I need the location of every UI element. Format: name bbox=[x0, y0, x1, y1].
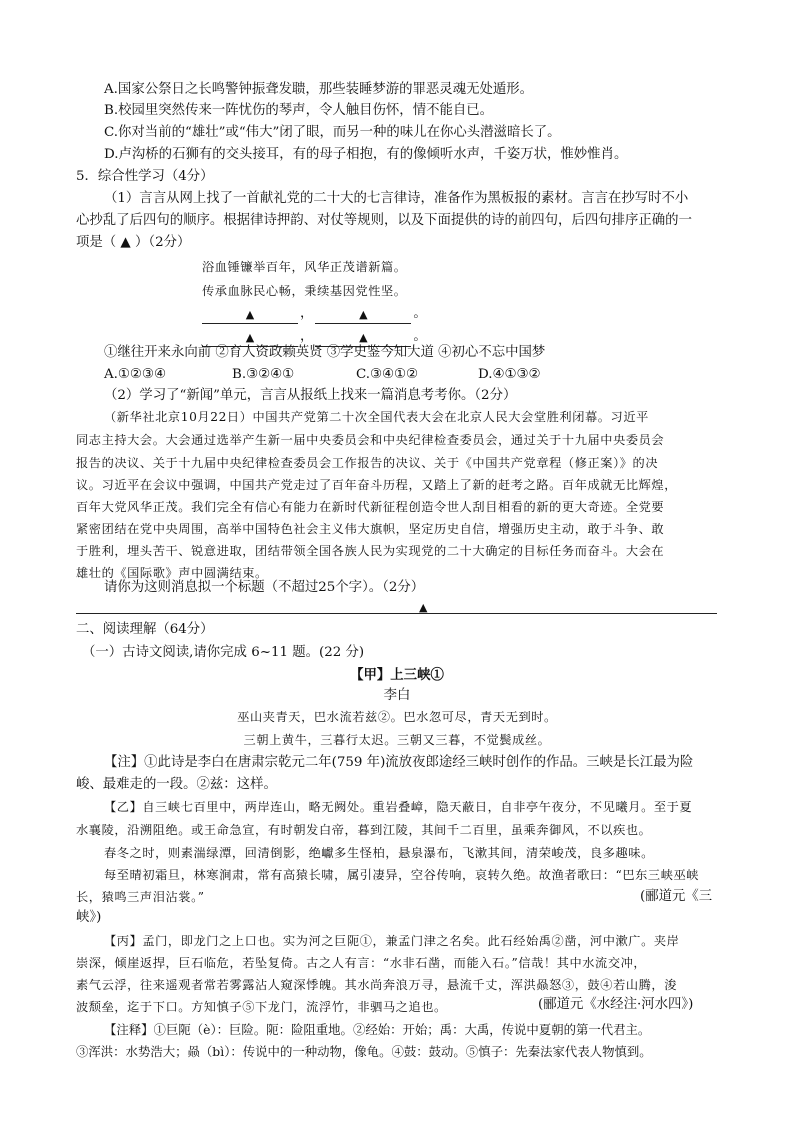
news-line-5: 百年大党风华正茂。我们完全有信心有能力在新时代新征程创造令世人刮目相看的新的更大奇迹。全党要 bbox=[76, 500, 665, 514]
poem-author: 李白 bbox=[383, 688, 411, 703]
news-line-6: 紧密团结在党中央周围，高举中国特色社会主义伟大旗帜，坚定历史自信，增强历史主动，敢于斗争、敢 bbox=[76, 522, 665, 536]
q5-part2: （2）学习了“新闻”单元，言言从报纸上找来一篇消息考考你。（2分） bbox=[104, 388, 517, 403]
q5-part1-line2: 心抄乱了后四句的顺序。根据律诗押韵、对仗等规则，以及下面提供的诗的前四句，后四句排序正确的一 bbox=[76, 213, 692, 228]
passage-yi-source-2: 峡》) bbox=[76, 910, 102, 925]
passage-yi-line-4: 每至晴初霜旦，林寒涧肃，常有高猿长啸，属引凄异，空谷传响，哀转久绝。故渔者歌曰：“巴东三峡巫峡 bbox=[104, 868, 700, 882]
period: 。 bbox=[413, 306, 427, 321]
poem-title: 【甲】上三峡① bbox=[350, 667, 444, 683]
q4-option-c: C.你对当前的“雄壮”或“伟大”闭了眼，而另一种的味儿在你心头潜滋暗长了。 bbox=[104, 125, 561, 140]
comma: ， bbox=[300, 329, 314, 344]
q4-option-d: D.卢沟桥的石狮有的交头接耳，有的母子相抱，有的像倾听水声，千姿万状，惟妙惟肖。 bbox=[104, 147, 628, 162]
q5-part1-line3: 项是（ ▲ ）（2分） bbox=[76, 235, 191, 250]
passage-bing-line-2: 崇深，倾崖返捍，巨石临危，若坠复倚。古之人有言：“水非石凿，而能入石。”信哉！其中水流交冲， bbox=[76, 956, 647, 970]
q5-ask: 请你为这则消息拟一个标题（不超过25个字）。（2分） bbox=[104, 580, 425, 595]
answer-mark: ▲ bbox=[245, 308, 255, 321]
poem-blank[interactable] bbox=[315, 306, 411, 324]
poem-line-2: 传承血脉民心畅，秉续基因党性坚。 bbox=[202, 284, 407, 298]
comma: ， bbox=[300, 306, 314, 321]
news-line-2: 同志主持大会。大会通过选举产生新一届中央委员会和中央纪律检查委员会，通过关于十九届中央委员会 bbox=[76, 433, 665, 447]
answer-mark: ▲ bbox=[245, 331, 255, 344]
poem-body-line-1: 巫山夹青天，巴水流若兹②。巴水忽可尽，青天无到时。 bbox=[237, 710, 557, 724]
poem-line-1: 浴血锤镰举百年，风华正茂谱新篇。 bbox=[202, 260, 407, 274]
answer-mark: ▲ bbox=[359, 308, 368, 321]
passage-bing-line-4: 波颓垒，迄于下口。方知慎子⑤下龙门，流浮竹，非驷马之追也。 bbox=[76, 1000, 447, 1014]
passage-bing-line-1: 【丙】孟门，即龙门之上口也。实为河之巨阨①，兼孟门津之名矣。此石经始禹②凿，河中漱广。夹岸 bbox=[104, 934, 680, 948]
answer-mark: ▲ bbox=[359, 331, 368, 344]
choice-b[interactable]: B.③②④① bbox=[232, 367, 295, 382]
note-line-1: 【注】①此诗是李白在唐肃宗乾元二年(759 年)流放夜郎途经三峡时创作的作品。三峡是长江最为险 bbox=[104, 755, 694, 770]
choice-a[interactable]: A.①②③④ bbox=[104, 367, 166, 382]
passage-bing-line-3: 素气云浮，往来遥观者常若雾露沾人窥深悸魄。其水尚奔浪万寻，悬流千丈，浑洪赑怒③，鼓④若山腾，浚 bbox=[76, 978, 678, 992]
section-2-title: 二、阅读理解（64分） bbox=[76, 622, 214, 637]
passage-bing-source: (郦道元《水经注·河水四》) bbox=[538, 997, 694, 1012]
poem-candidate-lines: ①继往开来永向前 ②育人资政赖英贤 ③学史鉴今知大道 ④初心不忘中国梦 bbox=[104, 345, 546, 360]
news-line-3: 报告的决议、关于十九届中央纪律检查委员会工作报告的决议、关于《中国共产党章程（修正案）》的决 bbox=[76, 456, 659, 470]
annotation-line-2: ③浑洪：水势浩大；赑（bì）：传说中的一种动物，像龟。④鼓：鼓动。⑤慎子：先秦法家代表人物慎到。 bbox=[76, 1044, 652, 1059]
passage-yi-line-3: 春冬之时，则素湍绿潭，回清倒影，绝巘多生怪柏，悬泉瀑布，飞漱其间，清荣峻茂，良多趣味。 bbox=[104, 846, 654, 860]
period: 。 bbox=[413, 329, 427, 344]
news-line-7: 于胜利，埋头苦干、锐意进取，团结带领全国各族人民为实现党的二十大确定的目标任务而奋斗。大会在 bbox=[76, 544, 665, 558]
q5-part1-line1: （1）言言从网上找了一首献礼党的二十大的七言律诗，准备作为黑板报的素材。言言在抄写时不小 bbox=[104, 191, 689, 206]
note-line-2: 峻、最难走的一段。②兹：这样。 bbox=[76, 777, 277, 792]
q4-option-a: A.国家公祭日之长鸣警钟振聋发聩，那些装睡梦游的罪恶灵魂无处遁形。 bbox=[104, 82, 534, 97]
news-line-1: （新华社北京10月22日）中国共产党第二十次全国代表大会在北京人民大会堂胜利闭幕。习近平 bbox=[104, 410, 649, 424]
passage-yi-source-1: (郦道元《三 bbox=[640, 889, 713, 904]
section-2-sub1: （一）古诗文阅读,请你完成 6~11 题。(22 分) bbox=[82, 645, 365, 660]
choice-c[interactable]: C.③④①② bbox=[356, 367, 419, 382]
poem-blank-row-1 bbox=[200, 304, 427, 324]
answer-mark: ▲ bbox=[419, 601, 428, 614]
choice-d[interactable]: D.④①③② bbox=[478, 367, 541, 382]
answer-line[interactable] bbox=[76, 613, 717, 614]
news-line-4: 议。习近平在会议中强调，中国共产党走过了百年奋斗历程，又踏上了新的赶考之路。百年成就无比辉煌， bbox=[76, 478, 678, 492]
poem-body-line-2: 三朝上黄牛，三暮行太迟。三朝又三暮，不觉鬓成丝。 bbox=[243, 733, 551, 747]
poem-blank[interactable] bbox=[202, 306, 298, 324]
passage-yi-line-2: 水襄陵，沿溯阻绝。或王命急宣，有时朝发白帝，暮到江陵，其间千二百里，虽乘奔御风，不以疾也。 bbox=[76, 823, 652, 837]
passage-yi-line-1: 【乙】自三峡七百里中，两岸连山，略无阙处。重岩叠嶂，隐天蔽日，自非亭午夜分，不见曦月。至于夏 bbox=[104, 800, 693, 814]
passage-yi-line-5: 长，猿鸣三声泪沾裳。” bbox=[76, 890, 205, 904]
news-line-8: 雄壮的《国际歌》声中圆满结束。 bbox=[76, 566, 268, 580]
q5-title: 5．综合性学习（4分） bbox=[76, 169, 214, 184]
annotation-line-1: 【注释】①巨阨（è）：巨险。阨：险阻重地。②经始：开始；禹：大禹，传说中夏朝的第一代君主。 bbox=[104, 1022, 651, 1037]
q4-option-b: B.校园里突然传来一阵忧伤的琴声，令人触目伤怀，情不能自已。 bbox=[104, 103, 494, 118]
